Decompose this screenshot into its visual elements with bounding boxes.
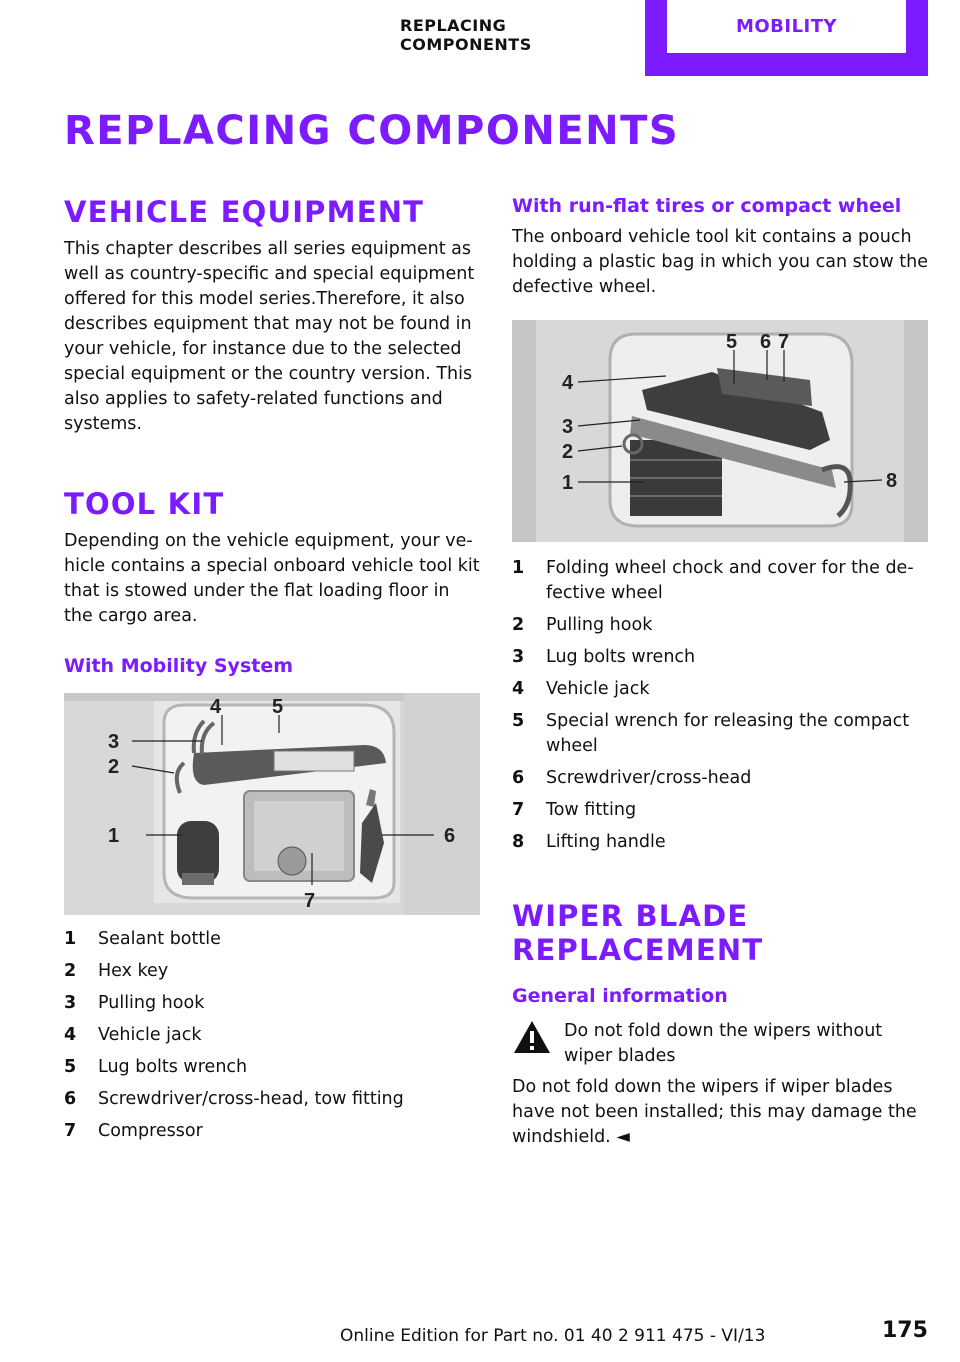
list-item bbox=[64, 927, 480, 952]
legend-number: 3 bbox=[512, 647, 525, 667]
callout-3: 3 bbox=[108, 731, 120, 753]
list-item bbox=[64, 1087, 480, 1112]
run-flat-legend bbox=[512, 556, 928, 855]
list-item bbox=[512, 830, 928, 855]
list-item bbox=[512, 798, 928, 823]
legend-text: Folding wheel chock and cover for the defective wheel bbox=[546, 558, 914, 603]
legend-number: 6 bbox=[512, 768, 525, 788]
legend-number: 5 bbox=[512, 711, 525, 731]
callout-4: 4 bbox=[210, 696, 222, 718]
list-item bbox=[64, 991, 480, 1016]
callout-3: 3 bbox=[562, 416, 574, 438]
legend-number: 3 bbox=[64, 993, 77, 1013]
legend-number: 8 bbox=[512, 832, 525, 852]
run-flat-figure bbox=[512, 320, 928, 542]
warning-block bbox=[512, 1019, 928, 1069]
tool-kit-heading: TOOL KIT bbox=[64, 487, 225, 521]
warning-body bbox=[512, 1075, 928, 1150]
page-number: 175 bbox=[882, 1318, 928, 1343]
legend-text: Special wrench for releasing the compact wheel bbox=[546, 711, 910, 756]
warning-body-text: Do not fold down the wipers if wiper blades have not been installed; this may damage the windshield. bbox=[512, 1077, 917, 1147]
legend-number: 1 bbox=[64, 929, 77, 949]
list-item bbox=[512, 766, 928, 791]
header-section-label: REPLACING COMPONENTS bbox=[400, 16, 532, 54]
legend-number: 4 bbox=[64, 1025, 77, 1045]
list-item bbox=[512, 677, 928, 702]
callout-4: 4 bbox=[562, 372, 574, 394]
legend-number: 6 bbox=[64, 1089, 77, 1109]
list-item bbox=[64, 1023, 480, 1048]
mobility-system-figure bbox=[64, 693, 480, 915]
legend-number: 7 bbox=[64, 1121, 77, 1141]
legend-text: Vehicle jack bbox=[546, 679, 650, 699]
legend-text: Screwdriver/cross-head, tow fitting bbox=[98, 1089, 404, 1109]
list-item bbox=[64, 1055, 480, 1080]
general-information-heading: General information bbox=[512, 985, 728, 1007]
run-flat-illustration bbox=[512, 320, 928, 542]
legend-number: 4 bbox=[512, 679, 525, 699]
list-item bbox=[64, 959, 480, 984]
legend-text: Lifting handle bbox=[546, 832, 666, 852]
legend-text: Lug bolts wrench bbox=[546, 647, 696, 667]
legend-number: 7 bbox=[512, 800, 525, 820]
mobility-system-legend bbox=[64, 927, 480, 1144]
online-edition-text: Online Edition for Part no. 01 40 2 911 475 - VI/13 bbox=[340, 1326, 766, 1346]
legend-text: Lug bolts wrench bbox=[98, 1057, 248, 1077]
list-item bbox=[512, 645, 928, 670]
callout-7: 7 bbox=[304, 890, 316, 912]
page-title: REPLACING COMPONENTS bbox=[64, 108, 680, 154]
right-column bbox=[512, 195, 928, 1150]
list-item bbox=[64, 1119, 480, 1144]
legend-text: Compressor bbox=[98, 1121, 203, 1141]
vehicle-equipment-heading: VEHICLE EQUIPMENT bbox=[64, 195, 425, 229]
chapter-tab-label: MOBILITY bbox=[667, 0, 906, 53]
list-item bbox=[512, 709, 928, 759]
legend-number: 2 bbox=[64, 961, 77, 981]
warning-triangle-icon bbox=[512, 1019, 552, 1055]
legend-text: Pulling hook bbox=[546, 615, 653, 635]
legend-number: 5 bbox=[64, 1057, 77, 1077]
callout-8: 8 bbox=[886, 470, 898, 492]
footer bbox=[0, 1316, 960, 1356]
wiper-heading: WIPER BLADE REPLACEMENT bbox=[512, 899, 764, 967]
warning-title: Do not fold down the wipers without wiper blades bbox=[564, 1021, 883, 1066]
callout-2: 2 bbox=[562, 441, 574, 463]
mobility-system-heading: With Mobility System bbox=[64, 655, 294, 677]
run-flat-body: The onboard vehicle tool kit contains a pouch holding a plastic bag in which you can stow the defective wheel. bbox=[512, 227, 928, 297]
callout-6: 6 bbox=[760, 331, 772, 353]
mobility-system-illustration bbox=[64, 693, 480, 915]
legend-text: Tow fitting bbox=[546, 800, 637, 820]
legend-number: 2 bbox=[512, 615, 525, 635]
legend-number: 1 bbox=[512, 558, 525, 578]
legend-text: Screwdriver/cross-head bbox=[546, 768, 752, 788]
legend-text: Sealant bottle bbox=[98, 929, 221, 949]
run-flat-heading: With run-flat tires or compact wheel bbox=[512, 195, 902, 217]
list-item bbox=[512, 613, 928, 638]
list-item bbox=[512, 556, 928, 606]
callout-2: 2 bbox=[108, 756, 120, 778]
end-mark: ◄ bbox=[616, 1127, 630, 1147]
vehicle-equipment-body: This chapter describes all series equipment as well as country-specific and special equipment offered for this model series.Therefore, it also describes equipment that may not be found in your vehicle, for instance due to the selected special equipment or the country version. This also applies to safety-related functions and systems. bbox=[64, 239, 475, 434]
callout-7: 7 bbox=[778, 331, 790, 353]
callout-5: 5 bbox=[272, 696, 284, 718]
callout-6: 6 bbox=[444, 825, 456, 847]
legend-text: Vehicle jack bbox=[98, 1025, 202, 1045]
callout-5: 5 bbox=[726, 331, 738, 353]
tool-kit-body: Depending on the vehicle equipment, your vehicle contains a special onboard vehicle tool kit that is stowed under the flat loading floor in the cargo area. bbox=[64, 531, 480, 626]
callout-1: 1 bbox=[562, 472, 574, 494]
legend-text: Hex key bbox=[98, 961, 169, 981]
callout-1: 1 bbox=[108, 825, 120, 847]
left-column bbox=[64, 195, 480, 1151]
legend-text: Pulling hook bbox=[98, 993, 205, 1013]
chapter-tab[interactable] bbox=[645, 0, 928, 76]
